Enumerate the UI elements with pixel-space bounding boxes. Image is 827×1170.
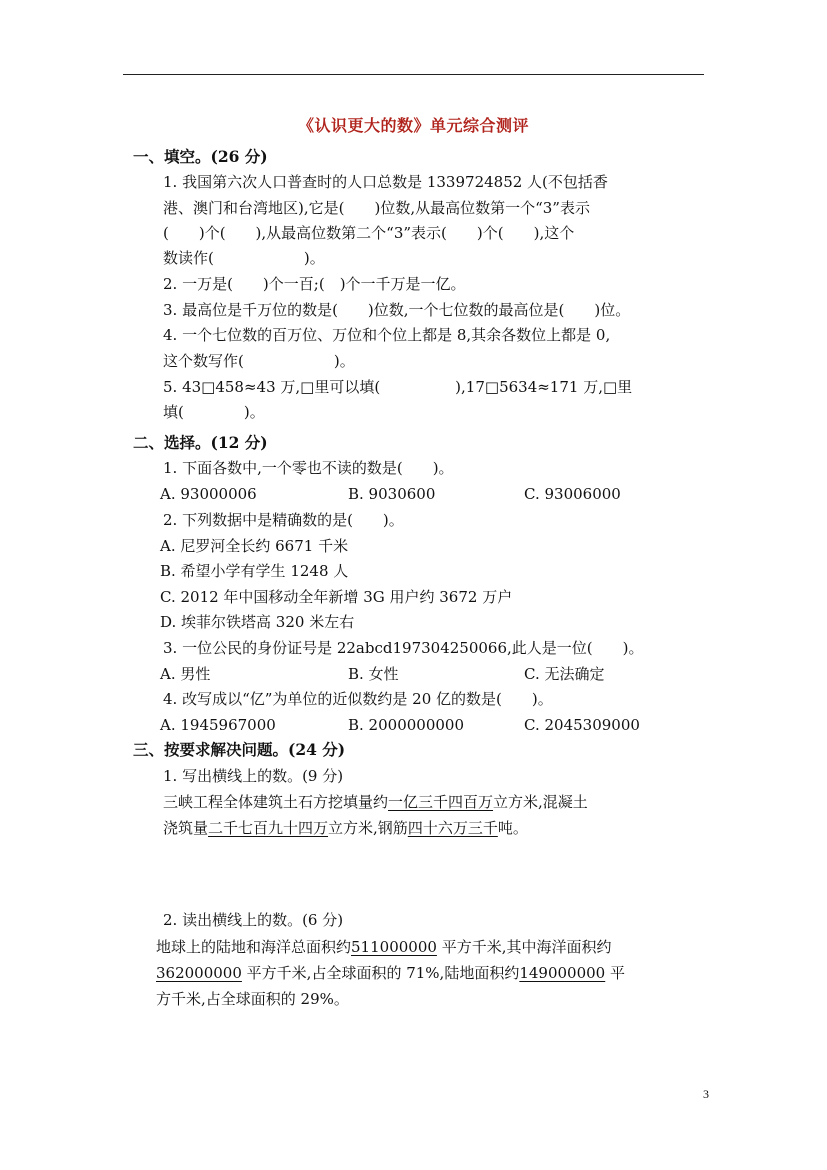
s3-p1-label: 1. 写出横线上的数。(9 分) [163, 767, 344, 785]
section3-heading: 三、按要求解决问题。(24 分) [133, 740, 346, 759]
s3-p1-underlined-number: 一亿三千四百万 [388, 793, 494, 811]
s3-p2-underlined-number: 511000000 [351, 938, 437, 956]
page-number: 3 [703, 1087, 709, 1101]
s3-p2-text: 地球上的陆地和海洋总面积约 [156, 938, 352, 956]
s3-p2-line-1 [156, 936, 611, 958]
s3-p2-line-2 [156, 962, 625, 984]
s2-q3-option-b: B. 女性 [348, 665, 399, 683]
s3-p1-underlined-number: 四十六万三千 [407, 819, 498, 837]
s2-q3-option-a: A. 男性 [160, 665, 211, 683]
s2-q2-option-d: D. 埃菲尔铁塔高 320 米左右 [160, 613, 355, 631]
s3-p1-text: 立方米,混凝土 [493, 793, 588, 811]
s2-q4-option-a: A. 1945967000 [160, 716, 276, 734]
s2-q1-option-a: A. 93000006 [160, 485, 257, 503]
header-rule [123, 74, 704, 75]
s1-line-4: 数读作( )。 [163, 249, 325, 267]
page-title: 《认识更大的数》单元综合测评 [297, 116, 529, 135]
s1-line-8: 这个数写作( )。 [163, 352, 355, 370]
s1-line-6: 3. 最高位是千万位的数是( )位数,一个七位数的最高位是( )位。 [163, 301, 631, 319]
section2-heading: 二、选择。(12 分) [133, 433, 268, 452]
s2-q1-stem: 1. 下面各数中,一个零也不读的数是( )。 [163, 459, 454, 477]
s2-q2-option-a: A. 尼罗河全长约 6671 千米 [160, 537, 349, 555]
s2-q4-option-b: B. 2000000000 [348, 716, 464, 734]
s3-p1-text: 三峡工程全体建筑土石方挖填量约 [163, 793, 389, 811]
s2-q1-option-c: C. 93006000 [524, 485, 621, 503]
s2-q2-option-c: C. 2012 年中国移动全年新增 3G 用户约 3672 万户 [160, 588, 513, 606]
s2-q2-option-b: B. 希望小学有学生 1248 人 [160, 562, 349, 580]
s1-line-7: 4. 一个七位数的百万位、万位和个位上都是 8,其余各数位上都是 0, [163, 326, 611, 344]
s3-p2-text: 平方千米,占全球面积的 71%,陆地面积约 [241, 964, 520, 982]
s3-p1-text: 浇筑量 [163, 819, 209, 837]
s2-q4-option-c: C. 2045309000 [524, 716, 640, 734]
section1-heading: 一、填空。(26 分) [133, 147, 268, 166]
s1-line-9: 5. 43□458≈43 万,□里可以填( ),17□5634≈171 万,□里 [163, 378, 633, 396]
s3-p2-text: 平 [605, 964, 626, 982]
s2-q2-stem: 2. 下列数据中是精确数的是( )。 [163, 511, 404, 529]
s3-p2-underlined-number: 362000000 [156, 964, 242, 982]
s1-line-10: 填( )。 [163, 403, 265, 421]
s3-p1-text: 立方米,钢筋 [328, 819, 408, 837]
s1-line-5: 2. 一万是( )个一百;( )个一千万是一亿。 [163, 275, 466, 293]
s3-p2-underlined-number: 149000000 [519, 964, 606, 982]
s1-line-2: 港、澳门和台湾地区),它是( )位数,从最高位数第一个“3”表示 [163, 199, 590, 217]
s2-q3-stem: 3. 一位公民的身份证号是 22abcd197304250066,此人是一位( )。 [163, 639, 644, 657]
s2-q3-option-c: C. 无法确定 [524, 665, 605, 683]
s3-p1-line-2 [163, 817, 528, 839]
s3-p2-text: 平方千米,其中海洋面积约 [436, 938, 612, 956]
s3-p2-label: 2. 读出横线上的数。(6 分) [163, 911, 344, 929]
s3-p1-text: 吨。 [497, 819, 528, 837]
s3-p2-line-3: 方千米,占全球面积的 29%。 [156, 990, 349, 1008]
s2-q4-stem: 4. 改写成以“亿”为单位的近似数约是 20 亿的数是( )。 [163, 690, 553, 708]
s1-line-1: 1. 我国第六次人口普查时的人口总数是 1339724852 人(不包括香 [163, 173, 608, 191]
s3-p1-line-1 [163, 791, 588, 813]
s3-p1-underlined-number: 二千七百九十四万 [208, 819, 329, 837]
s2-q1-option-b: B. 9030600 [348, 485, 436, 503]
s1-line-3: ( )个( ),从最高位数第二个“3”表示( )个( ),这个 [163, 224, 575, 242]
